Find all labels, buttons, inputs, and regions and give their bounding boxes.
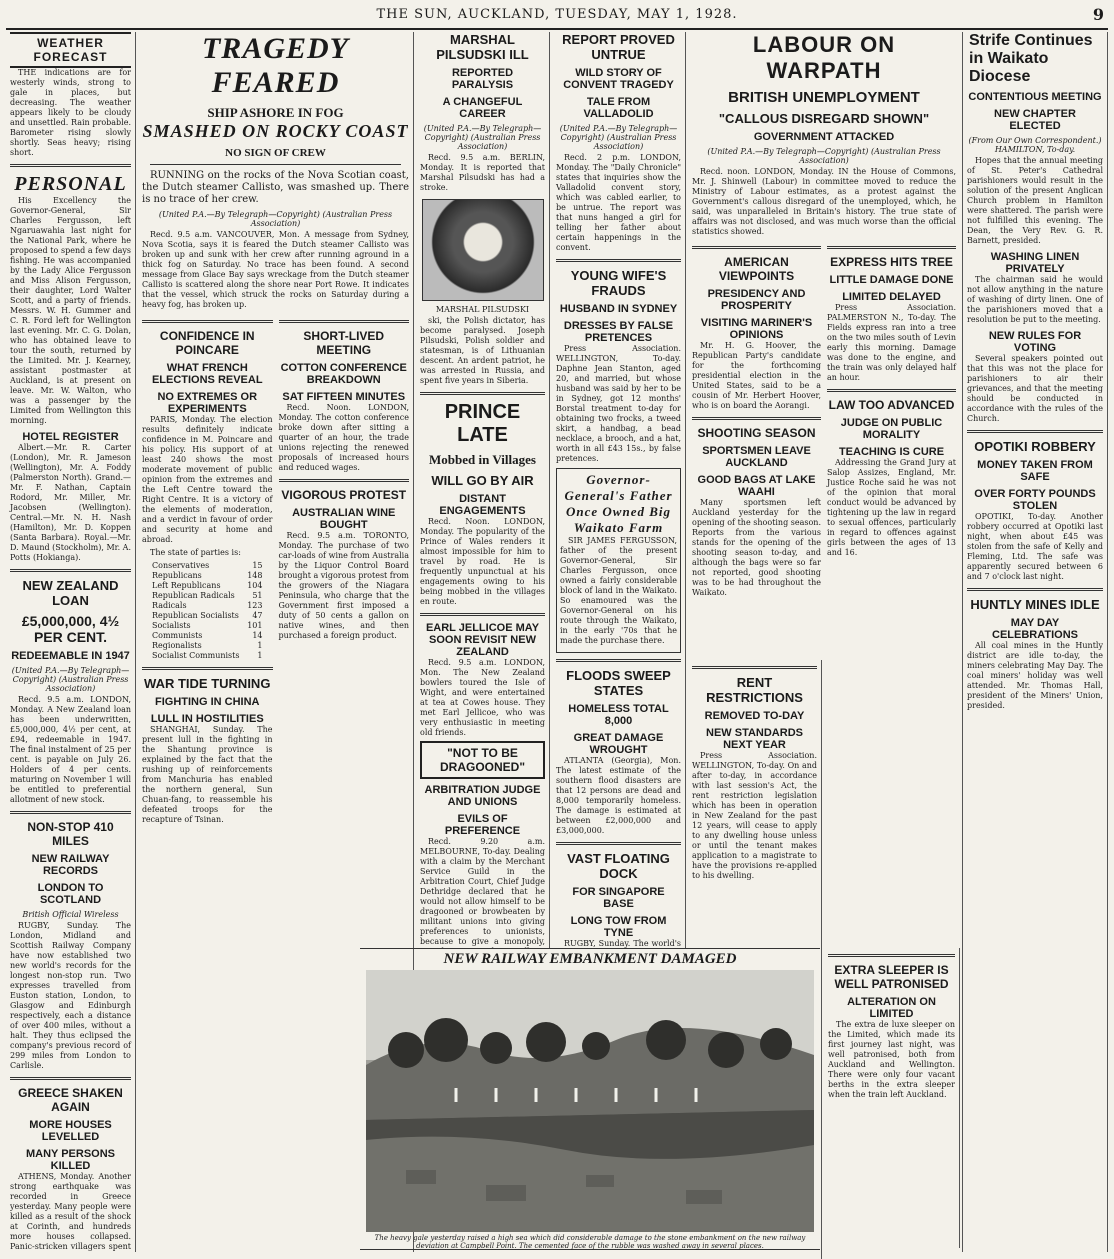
- pilsudski-portrait: [422, 199, 544, 301]
- greece-text: ATHENS, Monday. Another strong earthquake was recorded in Greece yesterday. Many people were killed as a result of the shock at Corinth, and hundreds more houses collapsed. Panic-stricken villagers spent: [10, 1172, 131, 1251]
- rent-headline: RENT RESTRICTIONS: [706, 675, 803, 705]
- railway-photo-block: [360, 948, 820, 1250]
- party-row: Left Republicans 104: [152, 581, 263, 590]
- rent-text: Press Association. WELLINGTON, To-day. On and after to-day, in accordance with last session's Act, the rent restriction legislation which has been in operation in New Zealand for the past 12 years, will cease to apply to any dwelling house unless or until the tenant makes application to a magistrate to have the provisions re-applied to his dwelling.: [692, 751, 817, 880]
- divider: [967, 588, 1103, 591]
- sleeper-subhead: ALTERATION ON LIMITED: [847, 996, 936, 1020]
- governor-inset: [556, 468, 681, 653]
- tree-subhead-2: LIMITED DELAYED: [842, 291, 941, 303]
- greece-subhead: MORE HOUSES LEVELLED: [29, 1119, 112, 1143]
- divider: [10, 569, 131, 572]
- tragedy-credit: (United P.A.—By Telegraph—Copyright) (Australian Press Association): [158, 210, 393, 228]
- column-1: [6, 32, 136, 1252]
- pilsudski-subhead-2: A CHANGEFUL CAREER: [442, 96, 523, 120]
- party-row: Socialists 101: [152, 621, 263, 630]
- divider: [279, 479, 410, 482]
- column-6a: [692, 240, 821, 601]
- poincare-subhead: WHAT FRENCH ELECTIONS REVEAL: [151, 362, 263, 386]
- voting-text: Several speakers pointed out that this was not the place for parishioners to air their grievances, and that the meeting should be conducted in accordance with the rules of the Church.: [967, 354, 1103, 423]
- war-headline: WAR TIDE TURNING: [144, 676, 271, 691]
- divider: [10, 1077, 131, 1080]
- american-subhead: PRESIDENCY AND PROSPERITY: [707, 288, 806, 312]
- nonstop-text: RUGBY, Sunday. The London, Midland and Scottish Railway Company have now established two new world's records for the longest non-stop run. Two expresses travelled from Euston station, London, to Glasgow and Edinburgh respectively, each a distance of over 400 miles, without a halt. They thus eclipsed the company's previous record of 299 miles from London to Carlisle.: [10, 921, 131, 1070]
- prince-subhead: Mobbed in Villages: [429, 452, 536, 467]
- convent-subhead: WILD STORY OF CONVENT TRAGEDY: [563, 67, 674, 91]
- column-7: [962, 32, 1108, 1252]
- washing-headline: WASHING LINEN PRIVATELY: [990, 251, 1080, 275]
- dock-headline: VAST FLOATING DOCK: [567, 851, 670, 881]
- divider: [556, 659, 681, 662]
- dragoon-box: [420, 741, 545, 779]
- dragoon-subhead: ARBITRATION JUDGE AND UNIONS: [424, 784, 541, 808]
- divider: [556, 259, 681, 262]
- convent-text: Recd. 2 p.m. LONDON, Monday. The "Daily Chronicle" states that inquiries show the Valladolid convent story, which was cabled earlier, to be untrue. The report was that nuns hanged a girl for telling her father about certain happenings in the convent.: [556, 153, 681, 252]
- divider: [420, 613, 545, 616]
- divider: [150, 164, 401, 165]
- column-6-lower: [824, 948, 960, 1248]
- law-subhead-2: TEACHING IS CURE: [838, 446, 945, 458]
- tragedy-subhead: SHIP ASHORE IN FOG: [207, 105, 344, 120]
- prince-subhead-3: DISTANT ENGAGEMENTS: [439, 493, 526, 517]
- law-subhead: JUDGE ON PUBLIC MORALITY: [840, 417, 943, 441]
- dragoon-text: Recd. 9.20 a.m. MELBOURNE, To-day. Dealing with a claim by the Merchant Service Guild in the Arbitration Court, Chief Judge Dethridge declared that he would not allow himself to be dragooned or browbeaten by militant unions into giving preferences to unionists, because to give a monopoly,: [420, 837, 545, 946]
- labour-subhead-2: "CALLOUS DISREGARD SHOWN": [718, 111, 930, 126]
- labour-subhead-3: GOVERNMENT ATTACKED: [753, 131, 895, 143]
- pilsudski-text: ski, the Polish dictator, has become paralysed. Joseph Pilsudski, Polish soldier and statesman, is of Lithuanian descent. An ardent patriot, he was arrested in Russia, and spent five years in Siberia.: [420, 316, 545, 385]
- divider: [827, 246, 956, 249]
- divider: [10, 164, 131, 167]
- shooting-subhead-2: GOOD BAGS AT LAKE WAAHI: [697, 474, 816, 498]
- page-number: 9: [1092, 5, 1104, 24]
- weather-text: THE indications are for westerly winds, strong to gale in places, but decreasing. The weather appears likely to be cloudy and unsettled. Rain probable. Barometer rising slowly shortly. Seas heavy; rising short.: [10, 68, 131, 157]
- pilsudski-credit: (United P.A.—By Telegraph—Copyright) (Australian Press Association): [423, 124, 542, 151]
- strife-credit: (From Our Own Correspondent.) HAMILTON, To-day.: [968, 136, 1102, 154]
- wife-headline: YOUNG WIFE'S FRAUDS: [570, 268, 667, 298]
- opotiki-text: OPOTIKI, To-day. Another robbery occurred at Opotiki last night, when about £45 was stolen from the safe of Kelly and Fleming, Ltd. The safe was apparently secured between 6 and 7 o'clock last night.: [967, 512, 1103, 581]
- law-text: Addressing the Grand Jury at Salop Assizes, England, Mr. Justice Roche said he was not of the opinion that moral conduct would be advanced by tightening up the law in regard to sexual offences, particularly in regard to offences against girls between the ages of 13 and 16.: [827, 458, 956, 557]
- poincare-headline: CONFIDENCE IN POINCARE: [159, 329, 255, 357]
- huntly-headline: HUNTLY MINES IDLE: [970, 597, 1100, 612]
- nonstop-subhead-2: LONDON TO SCOTLAND: [37, 882, 104, 906]
- short-meeting-text: Recd. Noon. LONDON, Monday. The cotton conference broke down after sitting a quarter of an hour, the trade unions rejecting the renewed proposals of increased hours and reduced wages.: [278, 403, 409, 472]
- dock-subhead: FOR SINGAPORE BASE: [572, 886, 665, 910]
- labour-subhead: BRITISH UNEMPLOYMENT: [728, 89, 920, 106]
- divider: [967, 430, 1103, 433]
- labour-credit: (United P.A.—By Telegraph—Copyright) (Australian Press Association): [707, 147, 941, 165]
- strife-subhead-2: NEW CHAPTER ELECTED: [994, 108, 1076, 132]
- column-2a: [142, 314, 273, 828]
- greece-subhead-2: MANY PERSONS KILLED: [25, 1148, 116, 1172]
- photo-title: NEW RAILWAY EMBANKMENT DAMAGED: [443, 951, 737, 967]
- nonstop-headline: NON-STOP 410 MILES: [27, 820, 114, 848]
- tree-text: Press Association. PALMERSTON N., To-day. The Fields express ran into a tree on the two miles south of Levin early this morning. Damage was done to the engine, and the train was only delayed half an hour.: [827, 303, 956, 382]
- opotiki-subhead: MONEY TAKEN FROM SAFE: [977, 459, 1093, 483]
- washing-text: The chairman said he would not allow anything in the nature of washing of dirty linen. One of the parishioners moved that a resolution be put to the meeting.: [967, 275, 1103, 324]
- party-row: Socialist Communists 1: [152, 651, 263, 660]
- masthead-date: THE SUN, AUCKLAND, TUESDAY, MAY 1, 1928.: [376, 7, 738, 22]
- short-meeting-subhead-2: SAT FIFTEEN MINUTES: [282, 391, 406, 403]
- portrait-caption: MARSHAL PILSUDSKI: [435, 305, 530, 314]
- labour-headline: LABOUR ON WARPATH: [752, 32, 896, 83]
- tree-headline: EXPRESS HITS TREE: [830, 255, 953, 269]
- weather-headline: WEATHER FORECAST: [10, 32, 131, 68]
- american-headline: AMERICAN VIEWPOINTS: [718, 255, 795, 283]
- pilsudski-subhead: REPORTED PARALYSIS: [451, 67, 514, 91]
- column-6-split: [692, 240, 956, 601]
- nonstop-credit: British Official Wireless: [22, 910, 119, 919]
- prince-subhead-2: WILL GO BY AIR: [431, 473, 534, 488]
- party-row: Communists 14: [152, 631, 263, 640]
- american-text: Mr. H. G. Hoover, the Republican Party's candidate for the forthcoming presidential election in the United States, said to be a cousin of Mr. Herbert Hoover, who is on board the Aorangi.: [692, 341, 821, 410]
- poincare-subhead-2: NO EXTREMES OR EXPERIMENTS: [157, 391, 258, 415]
- party-row: Radicals 123: [152, 601, 263, 610]
- divider: [556, 842, 681, 845]
- prince-headline: PRINCE LATE: [444, 401, 521, 446]
- divider: [692, 417, 821, 420]
- short-meeting-headline: SHORT-LIVED MEETING: [303, 329, 385, 357]
- party-row: Republicans 148: [152, 571, 263, 580]
- wife-text: Press Association. WELLINGTON, To-day. Daphne Jean Stanton, aged 20, and married, but whose husband was said by her to be in Sydney, got 12 months' Borstal treatment to-day for obtaining two frocks, a tweed skirt, a handbag, a bead necklace, a brooch, and a hat, worth in all £43 15s., by false pretences.: [556, 344, 681, 463]
- hotel-text: Albert.—Mr. R. Carter (London), Mr. R. Jameson (Wellington), Mr. A. Foddy (Palmerston North). Grand.—Mr. F. Nathan, Captain Rodord, Mr. Miller, Mr. Jacobsen (Wellington). Central.—Mr. N. H. Nash (Hamilton), Mr. D. Koppen (Santa Barbara). Royal.—Mr. D. Maund (Stockholm), Mr. A. Potts (Hokianga).: [10, 443, 131, 562]
- convent-headline: REPORT PROVED UNTRUE: [562, 32, 675, 62]
- loan-amount: £5,000,000, 4½ PER CENT.: [21, 613, 120, 645]
- tragedy-subhead-2: SMASHED ON ROCKY COAST: [142, 121, 409, 141]
- short-meeting-subhead: COTTON CONFERENCE BREAKDOWN: [280, 362, 407, 386]
- column-4: [552, 32, 686, 948]
- strife-text: Hopes that the annual meeting of St. Peter's Cathedral parishioners would result in the solution of the present Anglican Church problem in Hamilton were shattered. The parish were not fulfilled this evening. The Dean, the Very Rev. G. R. Barnett, presided.: [967, 156, 1103, 245]
- rent-subhead: REMOVED TO-DAY: [704, 710, 805, 722]
- governor-text: SIR JAMES FERGUSSON, father of the present Governor-General, Sir Charles Fergusson, once owned a fairly considerable block of land in the Waikato. So enamoured was the Governor-General on his route through the Waikato, in the early '70s that he made the purchase there.: [560, 536, 677, 645]
- shooting-text: Many sportsmen left Auckland yesterday for the opening of the shooting season. Reports from the various stands for the opening of the shooting season to-day, and although the bags were so far not reported, good shooting was to be had throughout the Waikato.: [692, 498, 821, 597]
- war-text: SHANGHAI, Sunday. The present lull in the fighting in the Shantung province is explained by the fact that the rushing up of reinforcements from Manchuria has enabled the northern general, Sun Chuan-fang, to reassemble his defeated troops for the recapture of Tsinan.: [142, 725, 273, 824]
- photo-illustration: [366, 970, 814, 1232]
- voting-headline: NEW RULES FOR VOTING: [988, 330, 1082, 354]
- party-row: Conservatives 15: [152, 561, 263, 570]
- convent-subhead-2: TALE FROM VALLADOLID: [583, 96, 654, 120]
- law-headline: LAW TOO ADVANCED: [828, 398, 955, 412]
- sleeper-headline: EXTRA SLEEPER IS WELL PATRONISED: [834, 963, 949, 991]
- war-subhead-2: LULL IN HOSTILITIES: [150, 713, 264, 725]
- parties-listing: [152, 561, 263, 661]
- tragedy-lead: RUNNING on the rocks of the Nova Scotian coast, the Dutch steamer Callisto, was smashed up. There is no trace of her crew.: [142, 170, 409, 205]
- divider: [142, 667, 273, 670]
- divider: [10, 811, 131, 814]
- sleeper-text: The extra de luxe sleeper on the Limited, which made its first journey last night, was well patronised, both from Auckland and Wellington. There were only four vacant berths in the extra sleeper when the train left Auckland.: [828, 1020, 955, 1099]
- protest-subhead: AUSTRALIAN WINE BOUGHT: [292, 507, 396, 531]
- protest-headline: VIGOROUS PROTEST: [281, 488, 407, 502]
- loan-text: Recd. 9.5 a.m. LONDON, Monday. A New Zealand loan has been underwritten, £5,000,000, 4½ per cent, at £94, redeemable in 1947. The final instalment of 25 per cent. is payable on July 26. Holders of 4 per cents. maturing on November 1 will be entitled to preferential allotment of new stock.: [10, 695, 131, 804]
- party-row: Regionalists 1: [152, 641, 263, 650]
- wife-subhead: HUSBAND IN SYDNEY: [559, 303, 678, 315]
- divider: [827, 389, 956, 392]
- railway-photo: [366, 970, 814, 1232]
- prince-text: Recd. Noon. LONDON, Monday. The popularity of the Prince of Wales renders it almost impossible for him to travel by road. He is frequently unpunctual at his engagements owing to his being mobbed in the villages en route.: [420, 517, 545, 606]
- column-2-split: [142, 314, 409, 828]
- divider: [279, 320, 410, 323]
- nonstop-subhead: NEW RAILWAY RECORDS: [31, 853, 110, 877]
- divider: [692, 246, 821, 249]
- rent-subhead-2: NEW STANDARDS NEXT YEAR: [706, 727, 803, 751]
- pilsudski-lead: Recd. 9.5 a.m. BERLIN, Monday. It is reported that Marshal Pilsudski has had a stroke.: [420, 153, 545, 192]
- governor-headline: Governor-General's Father Once Owned Big Waikato Farm: [564, 472, 673, 535]
- floods-headline: FLOODS SWEEP STATES: [566, 668, 671, 698]
- opotiki-subhead-2: OVER FORTY POUNDS STOLEN: [974, 488, 1096, 512]
- divider: [828, 954, 955, 957]
- loan-redeem: REDEEMABLE IN 1947: [11, 650, 130, 662]
- strife-headline: Strife Continues in Waikato Diocese: [969, 32, 1093, 85]
- opotiki-headline: OPOTIKI ROBBERY: [974, 439, 1096, 454]
- floods-subhead: HOMELESS TOTAL 8,000: [568, 703, 669, 727]
- personal-headline: PERSONAL: [14, 173, 127, 195]
- tree-subhead: LITTLE DAMAGE DONE: [829, 274, 954, 286]
- shooting-subhead: SPORTSMEN LEAVE AUCKLAND: [702, 445, 811, 469]
- shooting-headline: SHOOTING SEASON: [697, 426, 816, 440]
- dock-subhead-2: LONG TOW FROM TYNE: [570, 915, 667, 939]
- wife-subhead-2: DRESSES BY FALSE PRETENCES: [563, 320, 674, 344]
- tragedy-headline: TRAGEDY FEARED: [201, 32, 349, 99]
- protest-text: Recd. 9.5 a.m. TORONTO, Monday. The purchase of two car-loads of wine from Australia by the Liquor Control Board brought a vigorous protest from the growers of the Niagara Peninsula, who charge that the Government first imposed a duty of 50 cents a gallon on native wines, and then purchased a foreign product.: [278, 531, 409, 640]
- dragoon-subhead-2: EVILS OF PREFERENCE: [444, 813, 521, 837]
- strife-subhead: CONTENTIOUS MEETING: [968, 91, 1102, 103]
- huntly-text: All coal mines in the Huntly district are idle to-day, the miners celebrating May Day. The coal miners' holiday was well attended. Mr. Thomas Hall, president of the Miners' Union, presided.: [967, 641, 1103, 710]
- masthead: [6, 4, 1108, 30]
- divider: [420, 392, 545, 395]
- divider: [692, 666, 817, 669]
- tragedy-text: Recd. 9.5 a.m. VANCOUVER, Mon. A message from Sydney, Nova Scotia, says it is feared the Dutch steamer Callisto was broken up and sunk with her crew after running aground in a thick fog on Saturday. No trace has been found. A second message from Glace Bay says wreckage from the Dutch steamer Callisto is scattered along the shore near Port Rowe. It indicates that the vessel, which struck the rocks on Saturday during a heavy fog, has broken up.: [142, 230, 409, 309]
- loan-headline: NEW ZEALAND LOAN: [22, 578, 119, 608]
- jellicoe-text: Recd. 9.5 a.m. LONDON, Mon. The New Zealand bowlers toured the Isle of Wight, and were entertained at tea at Cowes house. They met Earl Jellicoe, who was very enthusiastic in meeting old friends.: [420, 658, 545, 737]
- floods-text: ATLANTA (Georgia), Mon. The latest estimate of the southern flood disasters are that 12 persons are dead and 8,000 temporarily homeless. The damage is estimated at between £2,000,000 and £3,000,000.: [556, 756, 681, 835]
- divider: [142, 320, 273, 323]
- loan-credit: (United P.A.—By Telegraph—Copyright) (Australian Press Association): [11, 666, 130, 693]
- pilsudski-headline: MARSHAL PILSUDSKI ILL: [436, 32, 529, 62]
- labour-text: Recd. noon. LONDON, Monday. IN the House of Commons, Mr. J. Shinwell (Labour) in committee moved to reduce the Ministry of Labour estimates, as a protest against the Government's callous disregard of the unemployed, which, he said, was unparalleled in Britain's history. The true state of affairs was not disclosed, and was much worse than the official statistics showed.: [692, 167, 956, 236]
- dragoon-headline: "NOT TO BE DRAGOONED": [439, 746, 526, 774]
- war-subhead: FIGHTING IN CHINA: [155, 696, 260, 708]
- party-row: Republican Radicals 51: [152, 591, 263, 600]
- poincare-text: PARIS, Monday. The election results definitely indicate confidence in M. Poincare and his policy. His support of at least 240 shows the most moderate movement of public opinion from the extremes and the Left Centre toward the Right Centre. It is a victory of the elements of moderation, and a verdict in favour of order and security at home and abroad.: [142, 415, 273, 544]
- column-6: [688, 32, 960, 658]
- parties-intro: The state of parties is:: [150, 548, 241, 557]
- jellicoe-headline: EARL JELLICOE MAY SOON REVISIT NEW ZEALAND: [425, 622, 540, 658]
- tragedy-subhead-3: NO SIGN OF CREW: [225, 147, 326, 159]
- party-row: Republican Socialists 47: [152, 611, 263, 620]
- photo-caption: The heavy gale yesterday raised a high sea which did considerable damage to the stone embankment on the new railway deviation at Campbell Point. The cemented face of the rubble was washed away in several places.: [374, 1234, 806, 1250]
- greece-headline: GREECE SHAKEN AGAIN: [18, 1086, 123, 1114]
- convent-credit: (United P.A.—By Telegraph—Copyright) (Australian Press Association): [559, 124, 678, 151]
- hotel-headline: HOTEL REGISTER: [22, 431, 119, 443]
- huntly-subhead: MAY DAY CELEBRATIONS: [992, 617, 1078, 641]
- dock-text: RUGBY, Sunday. The world's: [564, 939, 681, 948]
- column-3: [416, 32, 550, 948]
- personal-text: His Excellency the Governor-General, Sir Charles Fergusson, left Ngaruawahia last night for the National Park, where he proposed to spend a few days fishing. He was accompanied by the Lady Alice Fergusson and Miss Alison Fergusson, their daughter, Lord Walter Scott, and a party of friends. Messrs. W. H. Gummer and C. R. Ford left for Wellington last evening. Mr. C. G. Dolan, who has obtained leave to tour the south, returned by the Limited. Mr. J. Kearney, assistant postmaster at Auckland, is at present on leave. Mr. W. Walton, who was a passenger by the Limited from Wellington this morning.: [10, 196, 131, 425]
- column-2b: [279, 314, 410, 828]
- floods-subhead-2: GREAT DAMAGE WROUGHT: [573, 732, 664, 756]
- american-subhead-2: VISITING MARINER'S OPINIONS: [700, 317, 813, 341]
- column-6b: [827, 240, 956, 601]
